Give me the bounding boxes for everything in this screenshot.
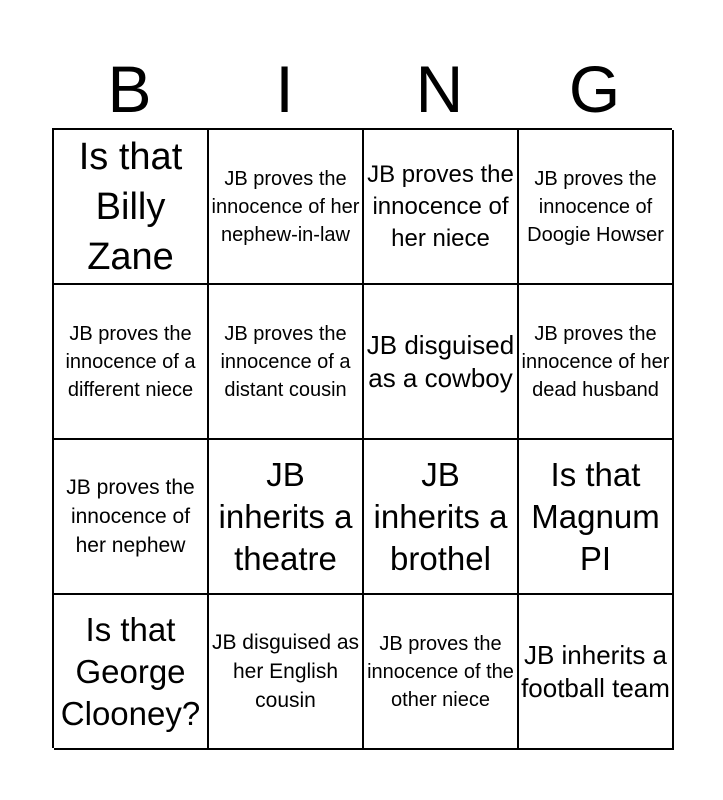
- bingo-cell[interactable]: [209, 285, 364, 440]
- bingo-cell[interactable]: [519, 285, 674, 440]
- bingo-cell[interactable]: [364, 130, 519, 285]
- bingo-cell-text: JB proves the innocence of a distant cousin: [220, 322, 351, 401]
- bingo-cell-text: JB disguised as her English cousin: [211, 631, 360, 712]
- bingo-cell-text: JB proves the innocence of her dead husband: [521, 322, 670, 401]
- bingo-card-grid: [52, 128, 672, 748]
- header-letter-i: I: [275, 52, 294, 126]
- bingo-cell[interactable]: [519, 595, 674, 750]
- header-letter-g: G: [568, 52, 621, 126]
- bingo-cell[interactable]: [519, 130, 674, 285]
- bingo-header: [52, 50, 672, 128]
- bingo-cell[interactable]: [519, 440, 674, 595]
- bingo-cell-text: JB proves the innocence of the other niece: [367, 632, 514, 711]
- bingo-cell-text: JB proves the innocence of a different niece: [65, 322, 196, 401]
- bingo-cell[interactable]: [54, 440, 209, 595]
- bingo-cell-text: JB inherits a brothel: [373, 455, 508, 577]
- header-letter-b: B: [107, 52, 152, 126]
- bingo-cell-text: Is that George Clooney?: [60, 610, 201, 732]
- bingo-cell[interactable]: [364, 285, 519, 440]
- bingo-cell-text: JB proves the innocence of her nephew-in-law: [211, 167, 360, 246]
- bingo-cell[interactable]: [54, 130, 209, 285]
- bingo-cell[interactable]: [54, 595, 209, 750]
- bingo-cell[interactable]: [364, 440, 519, 595]
- bingo-cell-text: JB inherits a football team: [521, 639, 670, 703]
- bingo-cell[interactable]: [364, 595, 519, 750]
- bingo-cell-text: JB proves the innocence of her nephew: [66, 476, 195, 557]
- bingo-cell[interactable]: [209, 595, 364, 750]
- bingo-cell-text: Is that Magnum PI: [531, 455, 660, 577]
- bingo-cell-text: JB proves the innocence of Doogie Howser: [527, 167, 664, 246]
- header-letter-n: N: [415, 52, 464, 126]
- bingo-cell[interactable]: [54, 285, 209, 440]
- bingo-cell-text: JB proves the innocence of her niece: [367, 160, 514, 252]
- bingo-cell[interactable]: [209, 440, 364, 595]
- bingo-cell-text: JB disguised as a cowboy: [366, 329, 515, 393]
- bingo-cell[interactable]: [209, 130, 364, 285]
- bingo-cell-text: JB inherits a theatre: [218, 455, 353, 577]
- bingo-cell-text: Is that Billy Zane: [78, 135, 183, 278]
